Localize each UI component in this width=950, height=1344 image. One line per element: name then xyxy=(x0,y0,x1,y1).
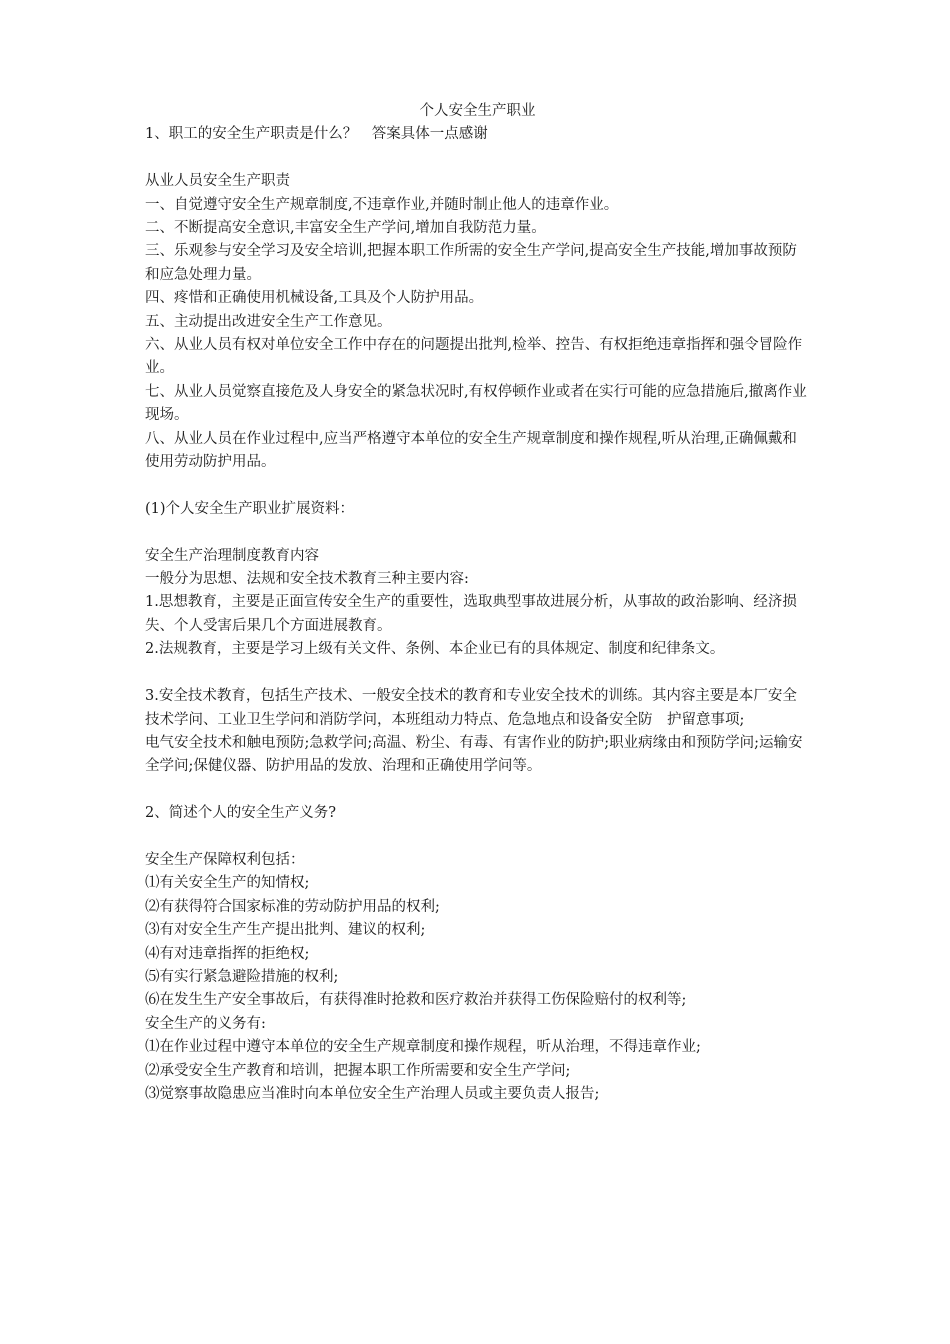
blank-line xyxy=(145,779,810,802)
paragraph: 一、自觉遵守安全生产规章制度,不违章作业,并随时制止他人的违章作业。 xyxy=(145,196,619,213)
paragraph: 电气安全技术和触电预防;急救学问;高温、粉尘、有毒、有害作业的防护;职业病缘由和预防学问;运输安全学问;保健仪器、防护用品的发放、治理和正确使用学问等。 xyxy=(145,734,803,775)
paragraph: (1)个人安全生产职业扩展资料： xyxy=(145,500,355,517)
paragraph: ⑶觉察事故隐患应当准时向本单位安全生产治理人员或主要负责人报告; xyxy=(145,1085,600,1102)
paragraph: 二、不断提高安全意识,丰富安全生产学问,增加自我防范力量。 xyxy=(145,220,546,237)
paragraph: ⑴有关安全生产的知情权; xyxy=(145,875,310,892)
paragraph: 六、从业人员有权对单位安全工作中存在的问题提出批判,检举、控告、有权拒绝违章指挥和强令冒险作业。 xyxy=(145,337,803,377)
paragraph: ⑷有对违章指挥的拒绝权; xyxy=(145,945,310,962)
blank-line xyxy=(145,826,810,849)
paragraph: ⑸有实行紧急避险措施的权利; xyxy=(145,968,339,985)
blank-line xyxy=(145,662,810,685)
paragraph: ⑶有对安全生产生产提出批判、建议的权利; xyxy=(145,922,426,939)
paragraph: 安全生产治理制度教育内容 xyxy=(145,547,319,564)
paragraph: 一般分为思想、法规和安全技术教育三种主要内容: xyxy=(145,571,469,588)
document-title: 个人安全生产职业 xyxy=(419,103,536,119)
paragraph: 3.安全技术教育，包括生产技术、一般安全技术的教育和专业安全技术的训练。其内容主要是本厂安全技术学问、工业卫生学问和消防学问，本班组动力特点、危急地点和设备安全防 护留意事项; xyxy=(145,688,797,728)
paragraph: ⑵承受安全生产教育和培训，把握本职工作所需要和安全生产学问; xyxy=(145,1062,571,1079)
paragraph: 2、简述个人的安全生产义务? xyxy=(145,805,336,822)
paragraph: 1.思想教育，主要是正面宣传安全生产的重要性，选取典型事故进展分析，从事故的政治影响、经济损失、个人受害后果几个方面进展教育。 xyxy=(145,594,797,634)
document-body xyxy=(145,123,810,1106)
paragraph: 五、主动提出改进安全生产工作意见。 xyxy=(145,313,392,330)
paragraph: 四、疼惜和正确使用机械设备,工具及个人防护用品。 xyxy=(145,290,484,307)
paragraph: 安全生产的义务有: xyxy=(145,1015,266,1032)
paragraph: 八、从业人员在作业过程中,应当严格遵守本单位的安全生产规章制度和操作规程,听从治理,正确佩戴和使用劳动防护用品。 xyxy=(145,430,797,471)
document-page xyxy=(145,100,810,1106)
paragraph: 1、职工的安全生产职责是什么？ 答案具体一点感谢 xyxy=(145,126,488,143)
paragraph: 三、乐观参与安全学习及安全培训,把握本职工作所需的安全生产学问,提高安全生产技能,增加事故预防和应急处理力量。 xyxy=(145,243,797,283)
paragraph: ⑹在发生生产安全事故后，有获得准时抢救和医疗救治并获得工伤保险赔付的权利等; xyxy=(145,992,687,1009)
paragraph: 七、从业人员觉察直接危及人身安全的紧急状况时,有权停顿作业或者在实行可能的应急措施后,撤离作业现场。 xyxy=(145,383,807,424)
blank-line xyxy=(145,474,810,497)
blank-line xyxy=(145,147,810,170)
blank-line xyxy=(145,521,810,544)
paragraph: 2.法规教育，主要是学习上级有关文件、条例、本企业已有的具体规定、制度和纪律条文。 xyxy=(145,641,725,658)
paragraph: 从业人员安全生产职责 xyxy=(145,173,290,190)
paragraph: ⑴在作业过程中遵守本单位的安全生产规章制度和操作规程，听从治理，不得违章作业; xyxy=(145,1039,701,1056)
paragraph: 安全生产保障权利包括： xyxy=(145,851,305,868)
paragraph: ⑵有获得符合国家标准的劳动防护用品的权利; xyxy=(145,898,440,915)
